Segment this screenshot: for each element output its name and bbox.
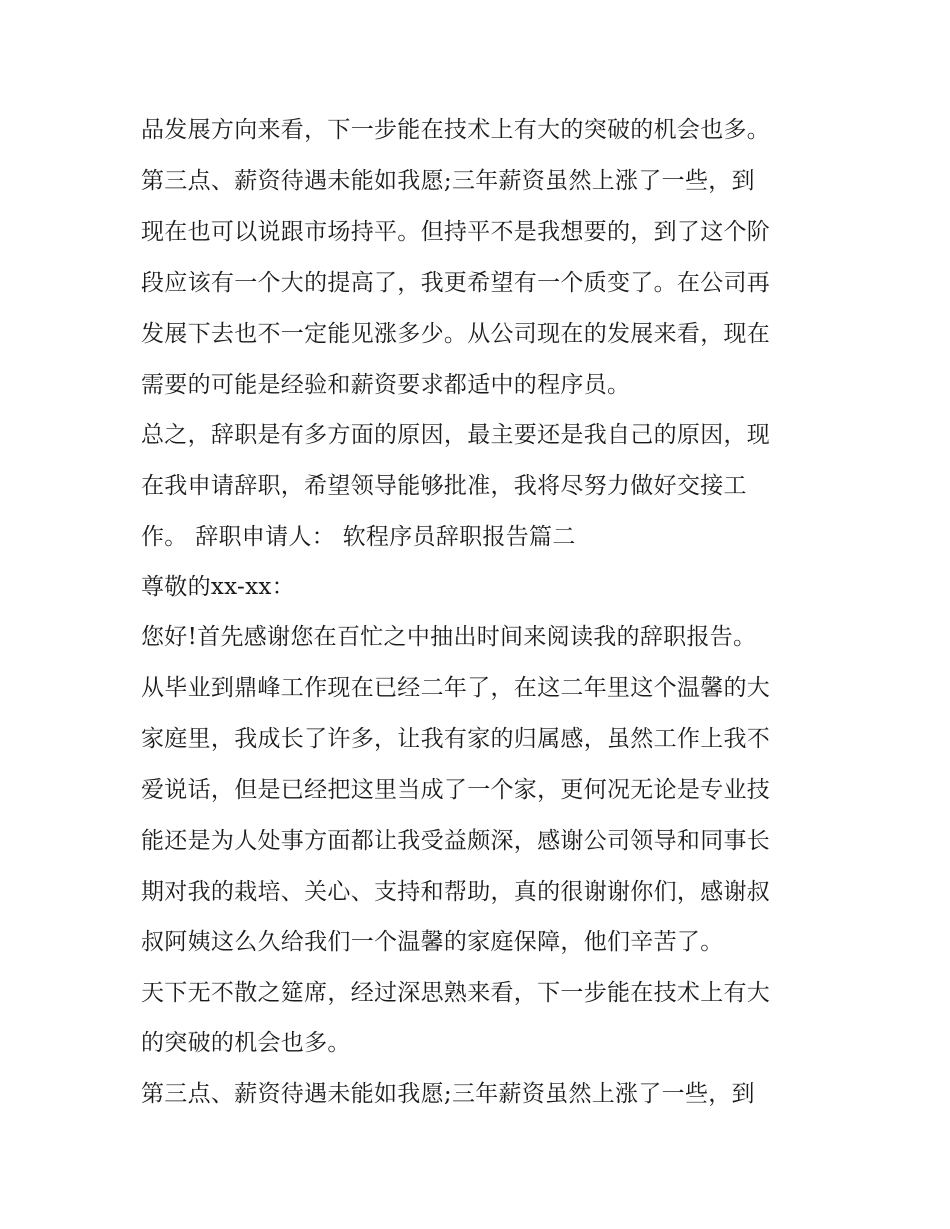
text-line: 天下无不散之筵席，经过深思熟来看，下一步能在技术上有大: [141, 980, 771, 1006]
text-line: 家庭里，我成长了许多，让我有家的归属感，虽然工作上我不: [141, 726, 771, 752]
text-line: 第三点、薪资待遇未能如我愿;三年薪资虽然上涨了一些，到: [141, 1081, 755, 1107]
text-line: 总之，辞职是有多方面的原因，最主要还是我自己的原因，现: [141, 422, 771, 448]
text-line: 从毕业到鼎峰工作现在已经二年了，在这二年里这个温馨的大: [141, 675, 771, 701]
text-line: 第三点、薪资待遇未能如我愿;三年薪资虽然上涨了一些，到: [141, 168, 755, 194]
text-line: 作。 辞职申请人： 软程序员辞职报告篇二: [141, 524, 576, 550]
text-line: 期对我的栽培、关心、支持和帮助，真的很谢谢你们，感谢叔: [141, 879, 771, 905]
text-line: 能还是为人处事方面都让我受益颇深，感谢公司领导和同事长: [141, 828, 771, 854]
text-line: 叔阿姨这么久给我们一个温馨的家庭保障，他们辛苦了。: [141, 929, 724, 955]
text-line: 爱说话，但是已经把这里当成了一个家，更何况无论是专业技: [141, 777, 771, 803]
text-line: 现在也可以说跟市场持平。但持平不是我想要的，到了这个阶: [141, 219, 771, 245]
text-line: 需要的可能是经验和薪资要求都适中的程序员。: [141, 372, 631, 398]
text-line: 的突破的机会也多。: [141, 1030, 351, 1056]
text-line: 在我申请辞职，希望领导能够批准，我将尽努力做好交接工: [141, 473, 747, 499]
text-line: 发展下去也不一定能见涨多少。从公司现在的发展来看，现在: [141, 321, 771, 347]
text-line: 段应该有一个大的提高了，我更希望有一个质变了。在公司再: [141, 270, 771, 296]
salutation: 尊敬的xx-xx：: [141, 574, 295, 600]
text-line: 您好!首先感谢您在百忙之中抽出时间来阅读我的辞职报告。: [141, 624, 757, 650]
text-line: 品发展方向来看，下一步能在技术上有大的突破的机会也多。: [141, 117, 771, 143]
